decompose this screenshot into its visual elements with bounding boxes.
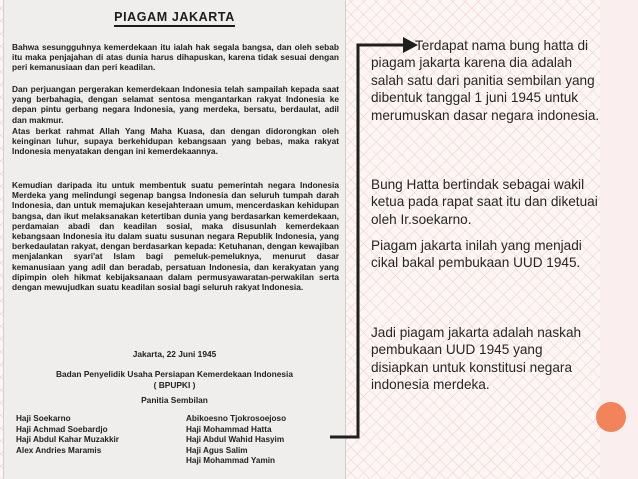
document-body-name: Badan Penyelidik Usaha Persiapan Kemerdekaan Indonesia [56,369,293,379]
note-kesimpulan: Jadi piagam jakarta adalah naskah pembukaan UUD 1945 yang disiapkan untuk konstitusi negara indonesia merdeka. [371,325,582,393]
document-paragraph-2: Dan perjuangan pergerakan kemerdekaan Indonesia telah sampailah kepada saat yang berbahagia, dengan selamat sentosa mengantarkan rakyat Indonesia ke depan pintu gerbang negara Indonesia, yang merdeka, bersatu, berdaulat, adil dan makmur. [12,84,339,125]
document-paragraph-4: Kemudian daripada itu untuk membentuk suatu pemerintah negara Indonesia Merdeka yang melindungi segenap bangsa Indonesia dan seluruh tumpah darah Indonesia, dan untuk memajukan kesejahteraan umum, mencerdaskan kehidupan bangsa, dan ikut melaksanakan ketertiban dunia yang berdasarkan kemerdekaan, perdamaian abadi dan keadilan sosial, maka disusunlah kemerdekaan kebangsaan Indonesia itu dalam suatu susunan negara Republik Indonesia, yang berkedaulatan rakyat, dengan berdasarkan kepada: Ketuhanan, dengan kewajiban menjalankan syari'at Islam bagi pemeluk-pemeluknya, menurut dasar kemanusiaan yang adil dan beradab, persatuan Indonesia, dan kerakyatan yang dipimpin oleh hikmat kebijaksanaan dalam permusyawaratan-perwakilan serta dengan mewujudkan suatu keadilan sosial bagi seluruh rakyat Indonesia. [12,180,339,293]
signatory: Haji Mohammad Hatta [186,424,272,434]
note-text: Terdapat nama bung hatta di piagam jakarta karena dia adalah salah satu dari panitia sembilan yang dibentuk tanggal 1 juni 1945 untuk merumuskan dasar negara indonesia. [371,38,600,123]
note-cikal-bakal: Piagam jakarta inilah yang menjadi cikal bakal pembukaan UUD 1945. [371,238,582,271]
signatory: Haji Achmad Soebardjo [16,424,108,434]
document-paragraph-3: Atas berkat rahmat Allah Yang Maha Kuasa, dan dengan didorongkan oleh keinginan luhur, supaya berkehidupan kebangsaan yang bebas, maka rakyat Indonesia menyatakan dengan ini kemerdekaannya. [12,126,339,157]
signatory: Haji Mohammad Yamin [186,456,276,466]
document-title-text: PIAGAM JAKARTA [114,10,235,27]
note-hatta-wakil: Bung Hatta bertindak sebagai wakil ketua pada rapat saat itu dan diketuai oleh Ir.soekarno. [371,177,598,227]
signatory: Alex Andries Maramis [16,445,102,455]
signatory: Haji Abdul Kahar Muzakkir [16,435,119,445]
document-committee: Panitia Sembilan [141,395,208,405]
signatory: Haji Soekarno [16,414,71,423]
signatory: Haji Agus Salim [186,445,248,455]
signatory: Haji Abdul Wahid Hasyim [186,435,285,445]
note-hatta-panitia [371,37,603,124]
document-body-abbr: ( BPUPKI ) [153,380,196,390]
document-paragraph-1: Bahwa sesungguhnya kemerdekaan itu ialah hak segala bangsa, dan oleh sebab itu maka penjajahan di atas dunia harus dihapuskan, karena tidak sesuai dengan peri kemanusiaan dan peri keadilan. [12,42,339,73]
signatory: Abikoesno Tjokrosoejoso [186,414,287,423]
document-date: Jakarta, 22 Juni 1945 [132,349,217,359]
